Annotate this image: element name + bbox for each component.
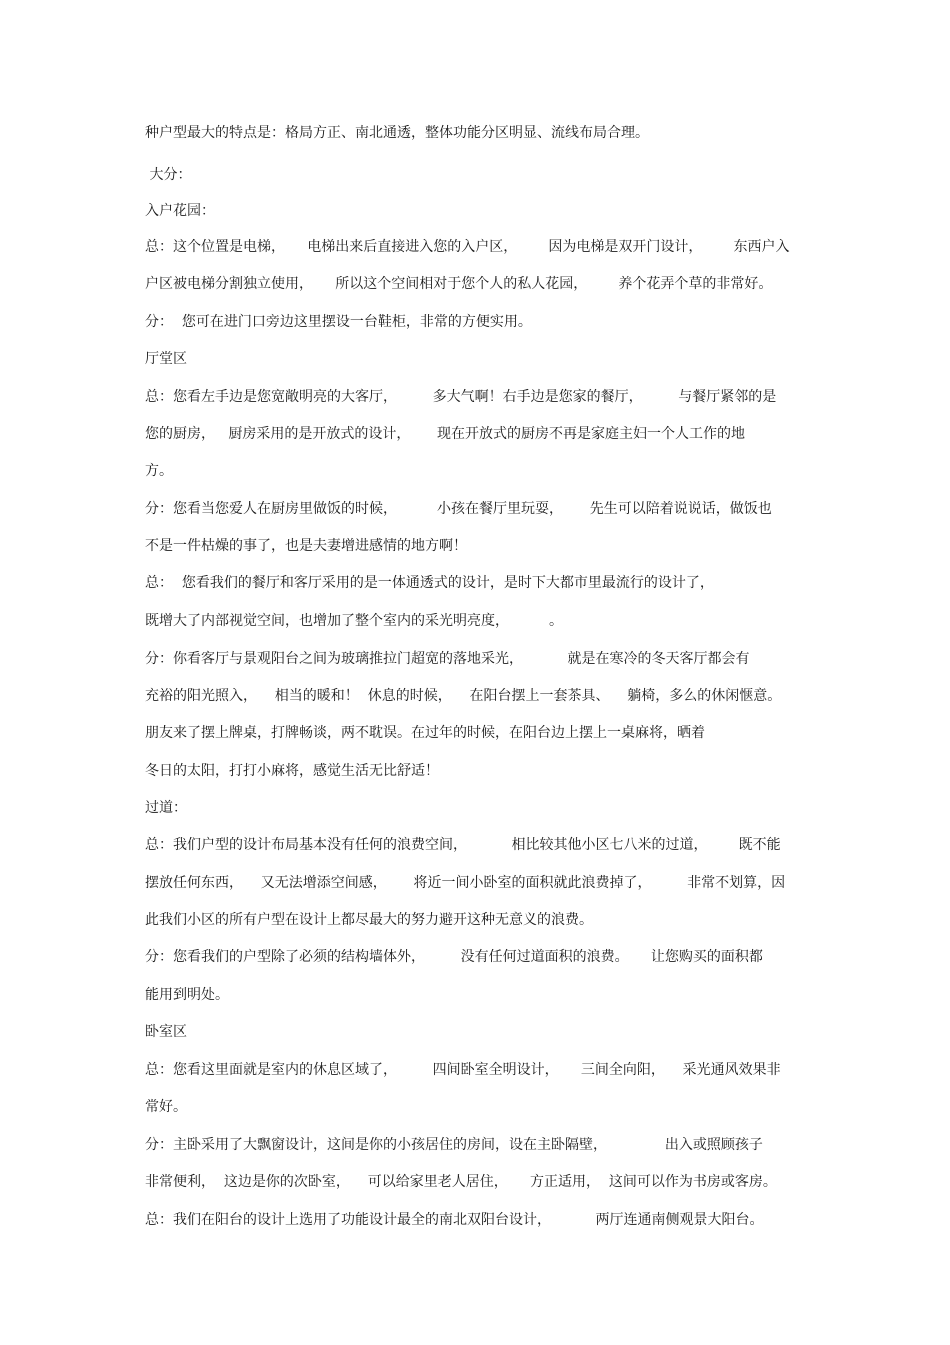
text-line: 充裕的阳光照入， 相当的暖和！ 休息的时候， 在阳台摆上一套茶具、 躺椅，多么的休闲惬意。 — [145, 688, 782, 704]
text-line: 分：您看当您爱人在厨房里做饭的时候， 小孩在餐厅里玩耍， 先生可以陪着说说话，做饭也 — [145, 501, 772, 517]
text-line: 非常便利， 这边是你的次卧室， 可以给家里老人居住， 方正适用， 这间可以作为书房或客房。 — [145, 1174, 777, 1190]
text-line: 总：我们户型的设计布局基本没有任何的浪费空间， 相比较其他小区七八米的过道， 既不能 — [145, 837, 781, 853]
section-heading-bedroom: 卧室区 — [145, 1024, 187, 1040]
text-line: 分：主卧采用了大飘窗设计，这间是你的小孩居住的房间，设在主卧隔壁， 出入或照顾孩子 — [145, 1137, 763, 1153]
text-line: 不是一件枯燥的事了，也是夫妻增进感情的地方啊！ — [145, 538, 467, 554]
text-line: 摆放任何东西， 又无法增添空间感， 将近一间小卧室的面积就此浪费掉了， 非常不划算，因 — [145, 875, 786, 891]
text-line: 方。 — [145, 463, 173, 479]
section-heading-hall: 厅堂区 — [145, 351, 187, 367]
text-line: 冬日的太阳，打打小麻将，感觉生活无比舒适！ — [145, 763, 439, 779]
text-line: 总： 您看我们的餐厅和客厅采用的是一体通透式的设计，是时下大都市里最流行的设计了， — [145, 575, 714, 591]
section-heading-corridor: 过道： — [145, 800, 187, 816]
section-heading-major: 大分： — [145, 167, 192, 183]
text-line: 分：您看我们的户型除了必须的结构墙体外， 没有任何过道面积的浪费。 让您购买的面积都 — [145, 949, 763, 965]
text-line: 此我们小区的所有户型在设计上都尽最大的努力避开这种无意义的浪费。 — [145, 912, 593, 928]
text-line: 分：你看客厅与景观阳台之间为玻璃推拉门超宽的落地采光， 就是在寒冷的冬天客厅都会有 — [145, 651, 750, 667]
text-line: 既增大了内部视觉空间，也增加了整个室内的采光明亮度， 。 — [145, 613, 564, 629]
text-line: 分： 您可在进门口旁边这里摆设一台鞋柜，非常的方便实用。 — [145, 314, 532, 330]
text-line: 总：我们在阳台的设计上选用了功能设计最全的南北双阳台设计， 两厅连通南侧观景大阳台。 — [145, 1212, 764, 1228]
text-line: 户区被电梯分割独立使用， 所以这个空间相对于您个人的私人花园， 养个花弄个草的非常好。 — [145, 276, 773, 292]
text-line: 总：您看这里面就是室内的休息区域了， 四间卧室全明设计， 三间全向阳， 采光通风效果非 — [145, 1062, 781, 1078]
text-line: 常好。 — [145, 1099, 187, 1115]
text-line: 总：这个位置是电梯， 电梯出来后直接进入您的入户区， 因为电梯是双开门设计， 东西户入 — [145, 239, 790, 255]
text-line: 总：您看左手边是您宽敞明亮的大客厅， 多大气啊！右手边是您家的餐厅， 与餐厅紧邻的是 — [145, 389, 777, 405]
text-line: 您的厨房， 厨房采用的是开放式的设计， 现在开放式的厨房不再是家庭主妇一个人工作的地 — [145, 426, 746, 442]
text-line: 朋友来了摆上牌桌，打牌畅谈，两不耽误。在过年的时候，在阳台边上摆上一桌麻将，晒着 — [145, 725, 705, 741]
text-line: 能用到明处。 — [145, 987, 229, 1003]
paragraph-intro: 种户型最大的特点是：格局方正、南北通透，整体功能分区明显、流线布局合理。 — [145, 125, 649, 141]
section-heading-entry-garden: 入户花园： — [145, 203, 215, 219]
